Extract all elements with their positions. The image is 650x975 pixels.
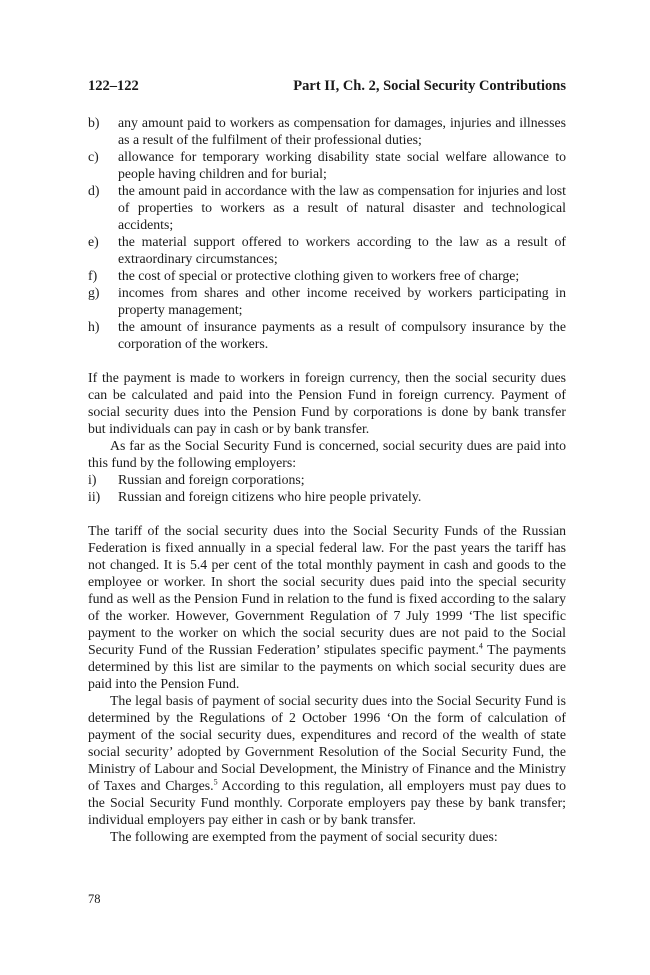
list-marker: c) [88,149,99,164]
list-item [88,488,566,505]
paragraph-text: The tariff of the social security dues into the Social Security Funds of the Russian Federation is fixed annually in a special federal law. For the past years the tariff has not changed. It is 5.4 per cent of the total monthly payment in cash and goods to the employee or worker. In short the social security dues paid into the special security fund as well as the Pension Fund in relation to the fund is fixed according to the salary of the worker. However, Government Regulation of 7 July 1999 ‘The list specific payment to the worker on which the social security dues are not paid to the Social Security Fund of the Russian Federation’ stipulates specific payment. [88,523,566,657]
list-item [88,267,566,284]
list-item [88,114,566,148]
list-item-text: the material support offered to workers according to the law as a result of extraordinary circumstances; [118,234,566,266]
section-gap [88,352,566,369]
paragraph-exempted: The following are exempted from the payment of social security dues: [110,829,498,844]
paragraph-tariff [88,522,566,692]
chapter-title: Part II, Ch. 2, Social Security Contributions [293,78,566,94]
footnote-ref: 5 [213,777,218,787]
list-item [88,148,566,182]
list-marker: ii) [88,489,101,504]
page-number: 78 [88,892,101,906]
footnote-ref: 4 [478,641,483,651]
list-marker: i) [88,472,97,487]
list-marker: b) [88,115,100,130]
list-marker: d) [88,183,100,198]
list-item [88,318,566,352]
list-item-text: the cost of special or protective clothing given to workers free of charge; [118,268,520,283]
list-marker: g) [88,285,100,300]
list-item-text: incomes from shares and other income received by workers participating in property management; [118,285,566,317]
list-marker: f) [88,268,98,283]
exemption-list [88,114,566,352]
paragraph-legal-basis [88,692,566,828]
employer-list [88,471,566,505]
paragraph-text: According to this regulation, all employers must pay dues to the Social Security Fund monthly. Corporate employers pay these by bank transfer; individual employers pay either in cash or by bank transfer. [88,778,566,827]
running-head [88,78,566,100]
page-range: 122–122 [88,78,139,94]
list-item [88,233,566,267]
list-marker: h) [88,319,100,334]
paragraph-foreign-currency: If the payment is made to workers in foreign currency, then the social security dues can be calculated and paid into the Pension Fund in foreign currency. Payment of social security dues into the Pension Fund by corporations is done by bank transfer but individuals can pay in cash or by bank transfer. [88,370,566,436]
section-gap [88,505,566,522]
list-item-text: any amount paid to workers as compensation for damages, injuries and illnesses as a result of the fulfilment of their professional duties; [118,115,566,147]
list-item-text: Russian and foreign corporations; [118,472,305,487]
list-item-text: the amount of insurance payments as a result of compulsory insurance by the corporation of the workers. [118,319,566,351]
paragraph-employers-intro: As far as the Social Security Fund is concerned, social security dues are paid into this fund by the following employers: [88,438,566,470]
page-body [88,78,566,845]
paragraph-text: The legal basis of payment of social security dues into the Social Security Fund is determined by the Regulations of 2 October 1996 ‘On the form of calculation of payment of the social security dues, expenditures and record of the wealth of state social security’ adopted by Government Resolution of the Social Security Fund, the Ministry of Labour and Social Development, the Ministry of Finance and the Ministry of Taxes and Charges. [88,693,566,793]
list-item [88,284,566,318]
list-item [88,182,566,233]
list-item-text: allowance for temporary working disability state social welfare allowance to people having children and for burial; [118,149,566,181]
paragraph-text: The payments determined by this list are similar to the payments on which social security dues are paid into the Pension Fund. [88,642,566,691]
list-item-text: the amount paid in accordance with the law as compensation for injuries and lost of properties to workers as a result of natural disaster and technological accidents; [118,183,566,232]
list-marker: e) [88,234,99,249]
list-item-text: Russian and foreign citizens who hire people privately. [118,489,422,504]
list-item [88,471,566,488]
